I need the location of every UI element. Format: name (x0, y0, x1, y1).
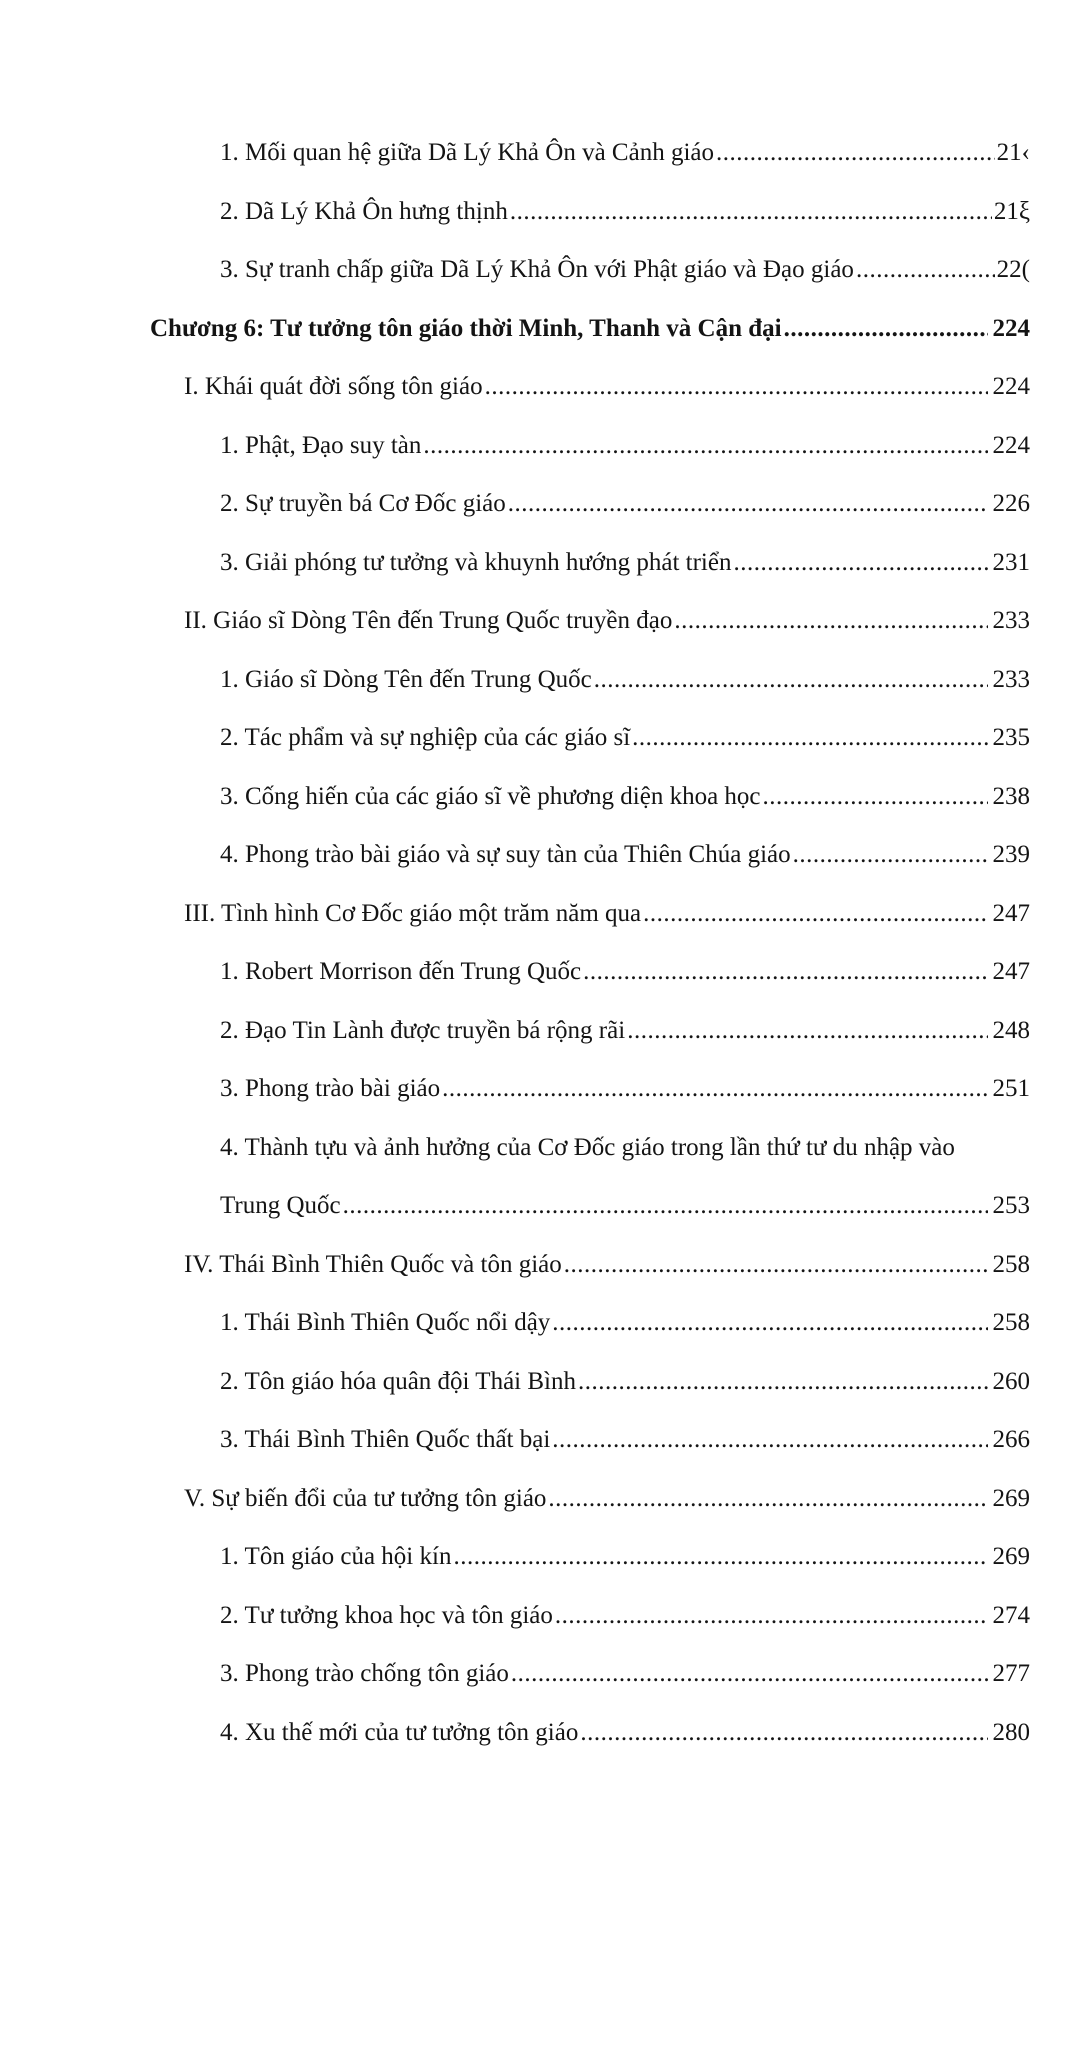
toc-entry-title: 3. Phong trào chống tôn giáo (220, 1660, 509, 1687)
toc-entry-title: 4. Phong trào bài giáo và sự suy tàn của Thiên Chúa giáo (220, 841, 791, 868)
toc-section-entry (150, 358, 1030, 417)
dot-leader (552, 1294, 988, 1353)
dot-leader (511, 1645, 988, 1704)
toc-entry-page: 260 (992, 1367, 1030, 1395)
toc-section-entry (150, 1236, 1030, 1295)
toc-entry (150, 1294, 1030, 1353)
toc-entry (150, 943, 1030, 1002)
dot-leader (716, 124, 995, 183)
table-of-contents (150, 124, 1030, 1762)
toc-entry-page: 233 (992, 665, 1030, 693)
toc-entry-title: 2. Sự truyền bá Cơ Đốc giáo (220, 490, 506, 517)
toc-entry-title: 3. Cống hiến của các giáo sĩ về phương diện khoa học (220, 782, 761, 810)
toc-entry (150, 1002, 1030, 1061)
dot-leader (674, 592, 988, 651)
section-title: IV. Thái Bình Thiên Quốc và tôn giáo (184, 1250, 562, 1278)
dot-leader (784, 300, 988, 359)
toc-entry-page: 269 (992, 1543, 1030, 1570)
dot-leader (627, 1002, 988, 1061)
section-title: II. Giáo sĩ Dòng Tên đến Trung Quốc truyền đạo (184, 607, 673, 634)
toc-entry-page: 258 (992, 1250, 1030, 1278)
dot-leader (548, 1470, 988, 1529)
toc-entry-page: 235 (992, 724, 1030, 751)
toc-entry-page: 247 (992, 958, 1030, 985)
dot-leader (453, 1528, 988, 1587)
section-title: III. Tình hình Cơ Đốc giáo một trăm năm qua (184, 899, 642, 927)
toc-entry-page: 248 (992, 1016, 1030, 1044)
toc-entry-title: 2. Tôn giáo hóa quân đội Thái Bình (220, 1367, 576, 1395)
toc-entry-page: 21‹ (996, 139, 1030, 166)
toc-entry-page: 226 (992, 490, 1030, 517)
toc-entry (150, 826, 1030, 885)
toc-entry (150, 1060, 1030, 1119)
dot-leader (793, 826, 988, 885)
toc-entry-page: 224 (992, 314, 1030, 342)
toc-entry-page: 22( (996, 256, 1030, 283)
toc-entry-title: 1. Phật, Đạo suy tàn (220, 431, 422, 459)
dot-leader (733, 534, 988, 593)
toc-entry-first-line (150, 1119, 1030, 1178)
toc-entry-page: 239 (992, 841, 1030, 868)
chapter-title: Chương 6: Tư tưởng tôn giáo thời Minh, Thanh và Cận đại (150, 314, 782, 342)
toc-entry-title: 3. Sự tranh chấp giữa Dã Lý Khả Ôn với Phật giáo và Đạo giáo (220, 256, 854, 283)
toc-entry-page: 224 (992, 431, 1030, 459)
toc-entry-page: 280 (992, 1718, 1030, 1746)
dot-leader (583, 943, 988, 1002)
toc-entry-title: 1. Robert Morrison đến Trung Quốc (220, 958, 582, 985)
toc-entry-page: 277 (992, 1660, 1030, 1687)
toc-entry (150, 1411, 1030, 1470)
dot-leader (763, 768, 988, 827)
toc-entry-page: 231 (992, 548, 1030, 576)
toc-entry-title: 1. Thái Bình Thiên Quốc nổi dậy (220, 1309, 551, 1336)
toc-entry-page: 251 (992, 1075, 1030, 1102)
section-title: V. Sự biến đổi của tư tưởng tôn giáo (184, 1484, 547, 1512)
toc-entry (150, 1177, 1030, 1236)
dot-leader (485, 358, 988, 417)
dot-leader (510, 183, 992, 242)
toc-entry-page: 266 (992, 1426, 1030, 1453)
section-title: I. Khái quát đời sống tôn giáo (184, 373, 483, 400)
dot-leader (580, 1704, 988, 1763)
toc-entry (150, 417, 1030, 476)
toc-chapter-entry (150, 300, 1030, 359)
toc-entry (150, 475, 1030, 534)
toc-entry (150, 1587, 1030, 1646)
toc-section-entry (150, 592, 1030, 651)
toc-entry (150, 651, 1030, 710)
dot-leader (555, 1587, 988, 1646)
toc-entry (150, 241, 1030, 300)
toc-entry (150, 183, 1030, 242)
toc-entry (150, 709, 1030, 768)
toc-entry-title: 3. Thái Bình Thiên Quốc thất bại (220, 1426, 551, 1453)
dot-leader (423, 417, 988, 476)
toc-entry-title: 3. Giải phóng tư tưởng và khuynh hướng phát triển (220, 548, 732, 576)
toc-section-entry (150, 885, 1030, 944)
toc-entry-title: 1. Giáo sĩ Dòng Tên đến Trung Quốc (220, 665, 592, 693)
toc-entry (150, 768, 1030, 827)
toc-entry (150, 1704, 1030, 1763)
toc-entry-page: 269 (992, 1484, 1030, 1512)
dot-leader (632, 709, 988, 768)
dot-leader (508, 475, 988, 534)
toc-entry (150, 124, 1030, 183)
toc-entry-title: 4. Xu thế mới của tư tưởng tôn giáo (220, 1718, 579, 1746)
toc-entry (150, 1645, 1030, 1704)
dot-leader (343, 1177, 988, 1236)
toc-entry-page: 233 (992, 607, 1030, 634)
toc-entry-page: 224 (992, 373, 1030, 400)
toc-entry-page: 274 (992, 1601, 1030, 1629)
dot-leader (564, 1236, 988, 1295)
toc-entry (150, 1353, 1030, 1412)
toc-entry-page: 247 (992, 899, 1030, 927)
dot-leader (442, 1060, 988, 1119)
toc-entry-title: 1. Mối quan hệ giữa Dã Lý Khả Ôn và Cảnh giáo (220, 139, 714, 166)
dot-leader (643, 885, 988, 944)
toc-entry-title: 1. Tôn giáo của hội kín (220, 1543, 452, 1570)
toc-entry (150, 534, 1030, 593)
toc-entry-title-line: 4. Thành tựu và ảnh hưởng của Cơ Đốc giáo trong lần thứ tư du nhập vào (220, 1133, 955, 1161)
toc-entry-title: 2. Tư tưởng khoa học và tôn giáo (220, 1601, 553, 1629)
dot-leader (552, 1411, 988, 1470)
toc-entry-page: 21ξ (993, 197, 1030, 225)
dot-leader (578, 1353, 988, 1412)
toc-entry-title: 3. Phong trào bài giáo (220, 1075, 441, 1102)
toc-entry-title: Trung Quốc (220, 1192, 341, 1219)
toc-entry-page: 238 (992, 782, 1030, 810)
toc-entry-title: 2. Dã Lý Khả Ôn hưng thịnh (220, 197, 508, 225)
toc-entry-title: 2. Tác phẩm và sự nghiệp của các giáo sĩ (220, 724, 631, 751)
toc-section-entry (150, 1470, 1030, 1529)
dot-leader (856, 241, 995, 300)
dot-leader (594, 651, 988, 710)
toc-entry (150, 1528, 1030, 1587)
toc-entry-page: 253 (992, 1192, 1030, 1219)
toc-entry-page: 258 (992, 1309, 1030, 1336)
toc-entry-title: 2. Đạo Tin Lành được truyền bá rộng rãi (220, 1016, 626, 1044)
